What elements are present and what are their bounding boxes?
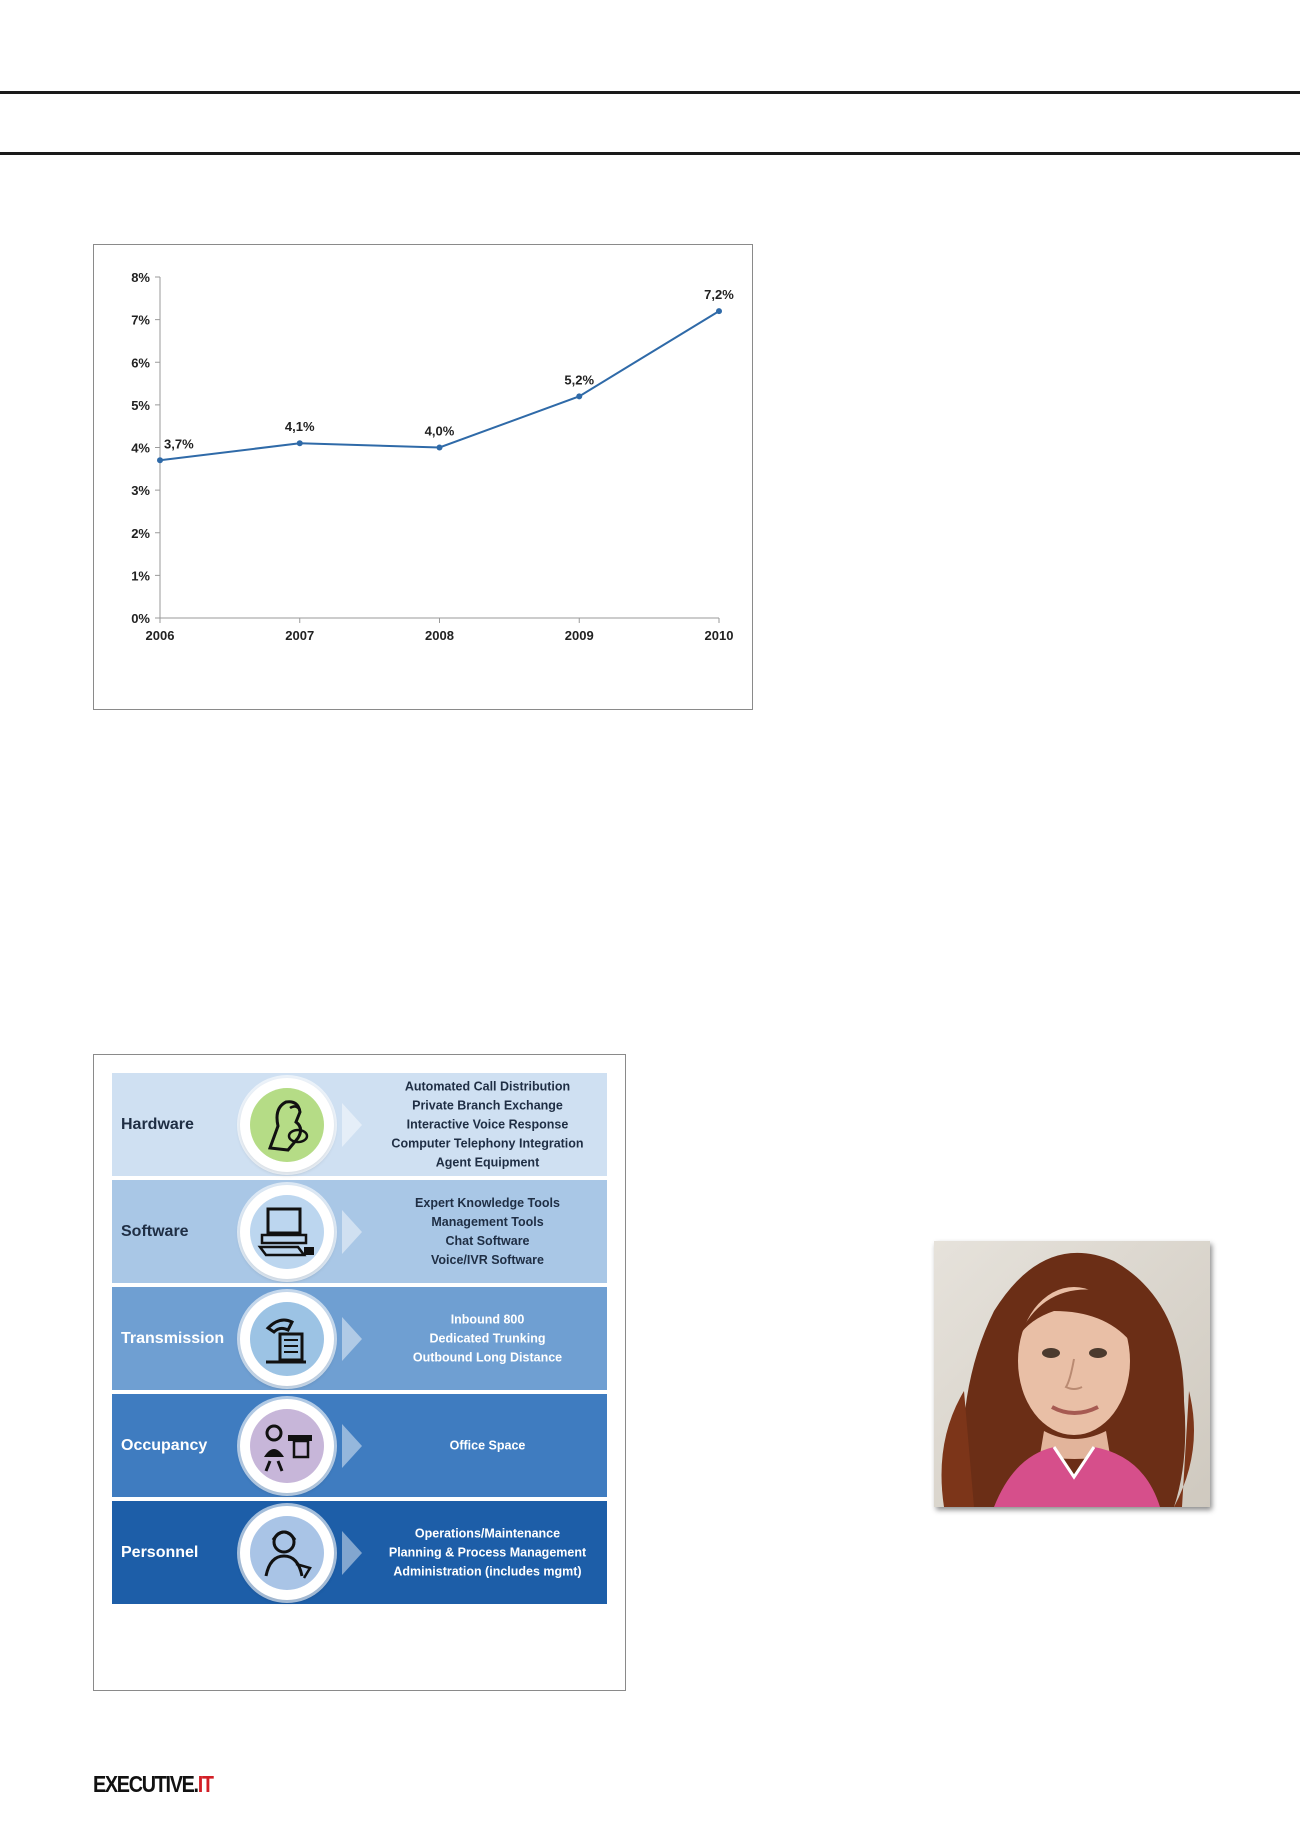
computer-icon xyxy=(240,1185,334,1279)
chevron-icon xyxy=(342,1531,362,1575)
item: Outbound Long Distance xyxy=(412,1350,563,1364)
band-transmission xyxy=(112,1287,607,1390)
chevron-icon xyxy=(342,1424,362,1468)
data-point xyxy=(716,308,722,314)
band-label: Personnel xyxy=(121,1543,199,1561)
item: Expert Knowledge Tools xyxy=(415,1195,560,1210)
band-items xyxy=(374,1077,601,1172)
band-label: Hardware xyxy=(121,1115,194,1133)
band-items xyxy=(374,1524,601,1581)
chevron-icon xyxy=(342,1210,362,1254)
data-point xyxy=(297,440,303,446)
agent-headset-icon xyxy=(240,1506,334,1600)
telephone-icon xyxy=(240,1292,334,1386)
y-tick-label: 4% xyxy=(131,440,150,456)
data-label: 5,2% xyxy=(564,372,595,388)
band-items xyxy=(374,1436,601,1455)
header-rule-top xyxy=(0,91,1300,94)
logo-part2: IT xyxy=(197,1771,213,1797)
item: Voice/IVR Software xyxy=(431,1252,544,1267)
item: Agent Equipment xyxy=(435,1155,540,1169)
item: Inbound 800 xyxy=(450,1312,525,1326)
item: Operations/Maintenance xyxy=(414,1526,561,1540)
hand-with-phone-icon xyxy=(240,1078,334,1172)
y-tick-label: 3% xyxy=(131,483,150,499)
header-rule-bottom xyxy=(0,152,1300,155)
band-label: Software xyxy=(121,1222,189,1240)
item: Interactive Voice Response xyxy=(406,1117,569,1131)
y-tick-label: 0% xyxy=(131,611,150,626)
band-label: Transmission xyxy=(121,1329,225,1347)
item: Automated Call Distribution xyxy=(404,1079,571,1093)
item: Office Space xyxy=(449,1438,526,1452)
data-label: 4,0% xyxy=(424,423,455,439)
y-tick-label: 5% xyxy=(131,397,150,413)
data-label: 4,1% xyxy=(284,419,315,435)
office-desk-icon xyxy=(240,1399,334,1493)
band-software xyxy=(112,1180,607,1283)
item: Administration (includes mgmt) xyxy=(393,1564,582,1578)
item: Computer Telephony Integration xyxy=(391,1136,584,1150)
cost-components-diagram xyxy=(93,1054,626,1691)
item: Planning & Process Management xyxy=(388,1545,587,1559)
data-label: 3,7% xyxy=(164,436,194,452)
band-items xyxy=(374,1194,601,1270)
data-point xyxy=(157,457,163,463)
band-hardware xyxy=(112,1073,607,1176)
data-point xyxy=(437,445,443,451)
item: Management Tools xyxy=(431,1214,544,1229)
x-tick-label: 2006 xyxy=(145,628,175,643)
y-tick-label: 6% xyxy=(131,355,150,371)
logo-part1: EXECUTIVE. xyxy=(93,1771,198,1797)
growth-line-chart xyxy=(93,244,753,710)
y-tick-label: 1% xyxy=(131,568,150,584)
chart-canvas xyxy=(94,245,754,711)
x-tick-label: 2007 xyxy=(285,628,315,643)
y-tick-label: 8% xyxy=(131,270,150,285)
chevron-icon xyxy=(342,1317,362,1361)
x-tick-label: 2010 xyxy=(704,628,734,643)
data-point xyxy=(576,393,582,399)
item: Chat Software xyxy=(445,1233,530,1248)
x-tick-label: 2009 xyxy=(564,628,594,643)
x-tick-label: 2008 xyxy=(425,628,454,643)
y-tick-label: 7% xyxy=(131,312,150,328)
item: Private Branch Exchange xyxy=(412,1098,563,1112)
y-tick-label: 2% xyxy=(131,525,150,541)
band-personnel xyxy=(112,1501,607,1604)
band-items xyxy=(374,1310,601,1367)
item: Dedicated Trunking xyxy=(429,1331,546,1345)
data-label: 7,2% xyxy=(704,287,734,303)
chevron-icon xyxy=(342,1103,362,1147)
band-label: Occupancy xyxy=(121,1436,208,1454)
band-occupancy xyxy=(112,1394,607,1497)
publication-logo xyxy=(93,1771,213,1801)
author-photo xyxy=(934,1241,1210,1507)
